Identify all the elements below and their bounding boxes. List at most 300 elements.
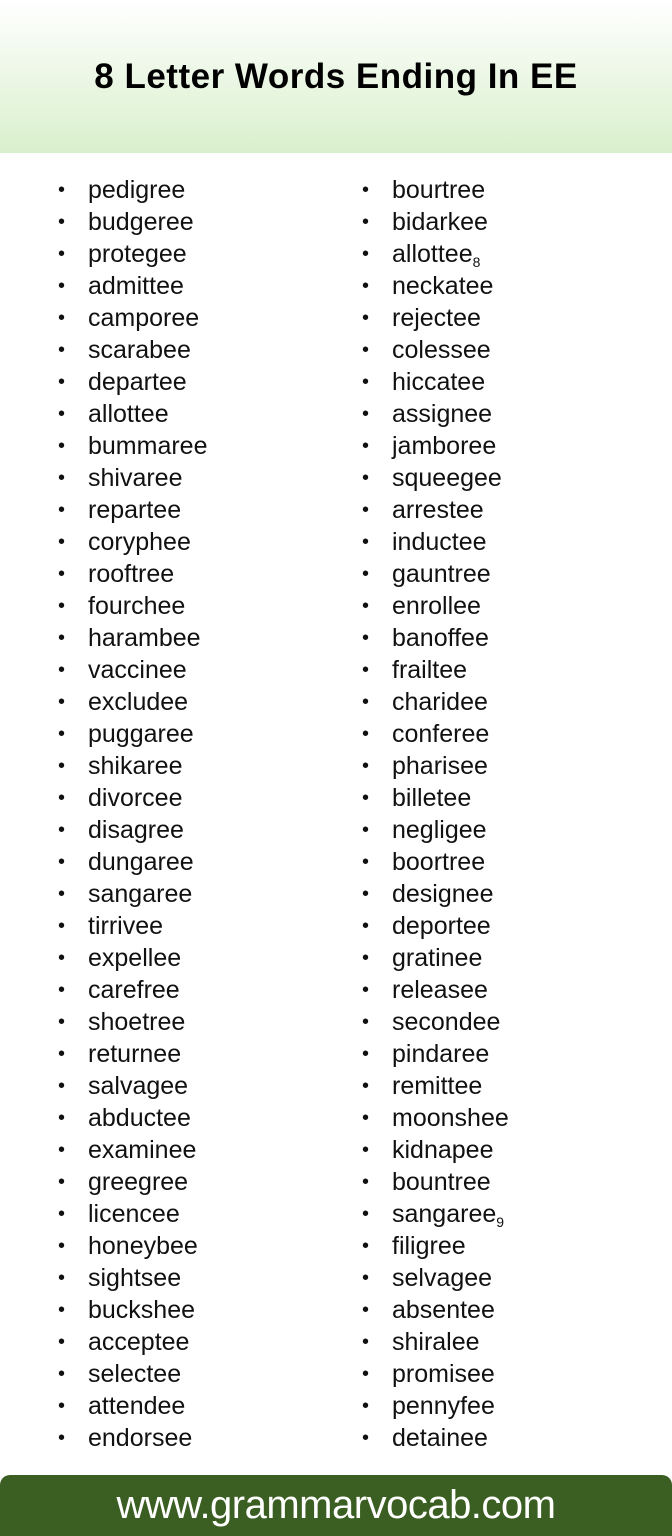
list-item (360, 846, 509, 878)
word-text (392, 1390, 495, 1422)
bullet-icon: • (362, 467, 370, 489)
list-item (56, 1102, 208, 1134)
word-text (88, 654, 187, 686)
bullet-icon: • (58, 947, 66, 969)
word-label: bountree (392, 1168, 491, 1196)
word-label: shoetree (88, 1008, 186, 1036)
word-label: buckshee (88, 1296, 196, 1324)
word-label: departee (88, 368, 187, 396)
word-label: enrollee (392, 592, 481, 620)
bullet-icon: • (362, 1203, 370, 1225)
list-item (56, 718, 208, 750)
bullet-icon: • (58, 275, 66, 297)
bullet-icon: • (362, 627, 370, 649)
bullet-icon: • (362, 371, 370, 393)
list-item (56, 270, 208, 302)
word-label: tirrivee (88, 912, 164, 940)
list-item (360, 366, 509, 398)
word-text (392, 878, 493, 910)
list-item (360, 590, 509, 622)
word-label: squeegee (392, 464, 502, 492)
word-label: examinee (88, 1136, 197, 1164)
list-item (360, 238, 509, 270)
word-text (88, 782, 183, 814)
word-label: neckatee (392, 272, 494, 300)
word-text (392, 974, 488, 1006)
word-text (392, 238, 480, 270)
list-item (56, 526, 208, 558)
bullet-icon: • (58, 1139, 66, 1161)
bullet-icon: • (362, 851, 370, 873)
list-item (360, 334, 509, 366)
word-label: designee (392, 880, 494, 908)
list-item (56, 1038, 208, 1070)
word-text (392, 910, 491, 942)
list-item (56, 590, 208, 622)
list-item (360, 1102, 509, 1134)
word-text (392, 398, 492, 430)
bullet-icon: • (58, 595, 66, 617)
word-label: moonshee (392, 1104, 509, 1132)
list-item (56, 782, 208, 814)
header-banner (0, 0, 672, 153)
word-label: kidnapee (392, 1136, 494, 1164)
word-label: divorcee (88, 784, 183, 812)
list-item (360, 462, 509, 494)
list-item (360, 270, 509, 302)
word-label: selectee (88, 1360, 182, 1388)
word-text (392, 1166, 491, 1198)
word-text (392, 1070, 482, 1102)
list-item (56, 686, 208, 718)
word-label: boortree (392, 848, 486, 876)
word-text (88, 718, 194, 750)
bullet-icon: • (58, 1043, 66, 1065)
bullet-icon: • (362, 1427, 370, 1449)
word-text (392, 1198, 504, 1230)
bullet-icon: • (362, 563, 370, 585)
list-item (56, 1230, 208, 1262)
bullet-icon: • (362, 1235, 370, 1257)
word-text (392, 654, 467, 686)
word-label: filigree (392, 1232, 466, 1260)
bullet-icon: • (362, 1267, 370, 1289)
word-label: abductee (88, 1104, 191, 1132)
word-text (392, 750, 488, 782)
word-label: remittee (392, 1072, 483, 1100)
list-item (56, 206, 208, 238)
list-item (360, 1390, 509, 1422)
list-item (360, 654, 509, 686)
word-label: admittee (88, 272, 184, 300)
word-list-left (56, 174, 208, 1454)
word-label: releasee (392, 976, 488, 1004)
word-text (88, 238, 187, 270)
word-text (88, 366, 187, 398)
word-label: fourchee (88, 592, 186, 620)
list-item (56, 398, 208, 430)
word-text (88, 1166, 188, 1198)
word-text (88, 1262, 181, 1294)
word-text (392, 1326, 480, 1358)
bullet-icon: • (362, 403, 370, 425)
word-label: sangaree (88, 880, 193, 908)
bullet-icon: • (362, 979, 370, 1001)
word-label: selvagee (392, 1264, 493, 1292)
word-label: gratinee (392, 944, 483, 972)
word-text (392, 1006, 500, 1038)
word-text (392, 206, 488, 238)
word-label: sangaree (392, 1200, 497, 1228)
bullet-icon: • (362, 211, 370, 233)
word-text (392, 462, 502, 494)
bullet-icon: • (58, 1171, 66, 1193)
word-text (392, 1358, 495, 1390)
list-item (56, 302, 208, 334)
word-text (88, 878, 192, 910)
list-item (56, 174, 208, 206)
list-item (56, 1294, 208, 1326)
word-text (392, 558, 491, 590)
list-item (360, 814, 509, 846)
word-label: charidee (392, 688, 488, 716)
word-text (392, 782, 471, 814)
bullet-icon: • (58, 915, 66, 937)
bullet-icon: • (58, 787, 66, 809)
word-label: shikaree (88, 752, 183, 780)
list-item (56, 1326, 208, 1358)
word-label: pindaree (392, 1040, 490, 1068)
word-text (88, 206, 194, 238)
word-label: licencee (88, 1200, 180, 1228)
list-item (56, 1166, 208, 1198)
bullet-icon: • (362, 339, 370, 361)
word-text (392, 270, 493, 302)
word-label: vaccinee (88, 656, 187, 684)
bullet-icon: • (58, 1011, 66, 1033)
word-subscript: 8 (472, 254, 481, 270)
word-text (88, 302, 199, 334)
list-item (360, 1006, 509, 1038)
bullet-icon: • (362, 819, 370, 841)
list-item (56, 1006, 208, 1038)
bullet-icon: • (58, 691, 66, 713)
word-label: allottee (392, 240, 473, 268)
list-item (360, 430, 509, 462)
list-item (56, 814, 208, 846)
word-text (88, 942, 181, 974)
website-url: www.grammarvocab.com (116, 1483, 556, 1527)
word-text (88, 430, 208, 462)
word-label: sightsee (88, 1264, 182, 1292)
word-label: bourtree (392, 176, 486, 204)
list-item (360, 1262, 509, 1294)
word-label: allottee (88, 400, 169, 428)
list-item (360, 558, 509, 590)
word-text (88, 1134, 196, 1166)
bullet-icon: • (362, 179, 370, 201)
list-item (56, 430, 208, 462)
bullet-icon: • (58, 979, 66, 1001)
bullet-icon: • (362, 1075, 370, 1097)
word-label: returnee (88, 1040, 182, 1068)
word-label: pharisee (392, 752, 488, 780)
bullet-icon: • (58, 819, 66, 841)
word-label: greegree (88, 1168, 189, 1196)
list-item (360, 174, 509, 206)
list-item (56, 750, 208, 782)
list-item (360, 1326, 509, 1358)
list-item (360, 206, 509, 238)
bullet-icon: • (362, 947, 370, 969)
bullet-icon: • (58, 1363, 66, 1385)
bullet-icon: • (362, 1395, 370, 1417)
bullet-icon: • (362, 499, 370, 521)
bullet-icon: • (58, 467, 66, 489)
footer-banner (0, 1475, 672, 1536)
list-item (360, 622, 509, 654)
list-item (56, 1134, 208, 1166)
word-label: inductee (392, 528, 487, 556)
bullet-icon: • (58, 243, 66, 265)
bullet-icon: • (58, 627, 66, 649)
bullet-icon: • (362, 723, 370, 745)
word-text (88, 526, 191, 558)
word-label: detainee (392, 1424, 488, 1452)
word-subscript: 9 (496, 1214, 505, 1230)
list-item (360, 1134, 509, 1166)
list-item (56, 974, 208, 1006)
word-label: disagree (88, 816, 184, 844)
list-item (56, 622, 208, 654)
word-text (88, 1390, 185, 1422)
word-list-right (360, 174, 509, 1454)
word-text (392, 366, 485, 398)
word-label: repartee (88, 496, 182, 524)
word-text (392, 174, 485, 206)
list-item (360, 1166, 509, 1198)
bullet-icon: • (58, 531, 66, 553)
list-item (360, 1198, 509, 1230)
word-label: scarabee (88, 336, 191, 364)
word-label: honeybee (88, 1232, 198, 1260)
list-item (56, 238, 208, 270)
word-label: pennyfee (392, 1392, 495, 1420)
word-label: attendee (88, 1392, 186, 1420)
word-label: endorsee (88, 1424, 193, 1452)
list-item (56, 494, 208, 526)
word-text (392, 1230, 466, 1262)
bullet-icon: • (362, 275, 370, 297)
bullet-icon: • (58, 1299, 66, 1321)
list-item (56, 910, 208, 942)
word-text (88, 750, 183, 782)
word-text (392, 302, 481, 334)
word-text (88, 398, 169, 430)
word-text (392, 1038, 489, 1070)
word-label: budgeree (88, 208, 194, 236)
bullet-icon: • (58, 723, 66, 745)
bullet-icon: • (362, 1107, 370, 1129)
word-text (88, 910, 163, 942)
bullet-icon: • (362, 659, 370, 681)
word-label: harambee (88, 624, 201, 652)
word-text (88, 1422, 192, 1454)
word-label: rooftree (88, 560, 175, 588)
list-item (360, 494, 509, 526)
list-item (360, 750, 509, 782)
word-text (88, 974, 180, 1006)
bullet-icon: • (58, 179, 66, 201)
bullet-icon: • (362, 1043, 370, 1065)
bullet-icon: • (362, 787, 370, 809)
word-text (392, 430, 496, 462)
bullet-icon: • (362, 1331, 370, 1353)
bullet-icon: • (362, 595, 370, 617)
list-item (56, 366, 208, 398)
list-item (360, 1422, 509, 1454)
word-label: secondee (392, 1008, 501, 1036)
list-item (56, 654, 208, 686)
word-text (88, 590, 185, 622)
word-text (88, 1070, 188, 1102)
word-label: promisee (392, 1360, 495, 1388)
word-label: colessee (392, 336, 491, 364)
word-text (88, 686, 188, 718)
list-item (360, 398, 509, 430)
bullet-icon: • (58, 851, 66, 873)
list-item (360, 974, 509, 1006)
bullet-icon: • (362, 1171, 370, 1193)
word-label: expellee (88, 944, 182, 972)
word-label: frailtee (392, 656, 468, 684)
word-text (392, 718, 489, 750)
page-title: 8 Letter Words Ending In EE (94, 56, 578, 96)
word-label: acceptee (88, 1328, 190, 1356)
word-text (88, 1326, 189, 1358)
bullet-icon: • (58, 1267, 66, 1289)
list-item (360, 942, 509, 974)
list-item (360, 910, 509, 942)
word-text (88, 1006, 185, 1038)
word-text (392, 1262, 492, 1294)
bullet-icon: • (58, 211, 66, 233)
word-label: carefree (88, 976, 180, 1004)
word-label: assignee (392, 400, 493, 428)
word-label: shiralee (392, 1328, 480, 1356)
word-text (392, 494, 484, 526)
bullet-icon: • (58, 883, 66, 905)
word-label: bummaree (88, 432, 208, 460)
bullet-icon: • (362, 1363, 370, 1385)
list-item (360, 526, 509, 558)
word-label: hiccatee (392, 368, 486, 396)
bullet-icon: • (362, 307, 370, 329)
list-item (56, 558, 208, 590)
word-label: camporee (88, 304, 200, 332)
word-text (88, 558, 174, 590)
word-label: banoffee (392, 624, 489, 652)
bullet-icon: • (58, 1107, 66, 1129)
list-item (56, 942, 208, 974)
word-text (392, 1102, 509, 1134)
word-text (392, 526, 487, 558)
word-label: gauntree (392, 560, 491, 588)
word-label: absentee (392, 1296, 495, 1324)
word-text (88, 462, 183, 494)
list-item (360, 718, 509, 750)
list-item (56, 1390, 208, 1422)
word-text (88, 1102, 191, 1134)
word-text (392, 590, 481, 622)
bullet-icon: • (362, 1299, 370, 1321)
word-text (88, 846, 194, 878)
word-text (88, 1294, 195, 1326)
list-item (56, 1262, 208, 1294)
list-item (360, 782, 509, 814)
word-text (88, 1038, 181, 1070)
word-text (392, 814, 487, 846)
word-label: bidarkee (392, 208, 488, 236)
word-text (88, 174, 185, 206)
bullet-icon: • (362, 531, 370, 553)
word-label: negligee (392, 816, 487, 844)
word-text (392, 1134, 493, 1166)
word-text (392, 334, 491, 366)
bullet-icon: • (58, 1395, 66, 1417)
word-label: salvagee (88, 1072, 189, 1100)
word-label: pedigree (88, 176, 186, 204)
word-label: billetee (392, 784, 472, 812)
word-text (392, 686, 488, 718)
list-item (56, 462, 208, 494)
word-text (88, 622, 201, 654)
bullet-icon: • (58, 371, 66, 393)
bullet-icon: • (58, 755, 66, 777)
bullet-icon: • (58, 1235, 66, 1257)
bullet-icon: • (362, 755, 370, 777)
bullet-icon: • (58, 1427, 66, 1449)
list-item (360, 1038, 509, 1070)
bullet-icon: • (362, 435, 370, 457)
word-label: shivaree (88, 464, 183, 492)
bullet-icon: • (58, 307, 66, 329)
word-label: excludee (88, 688, 189, 716)
word-text (88, 1358, 181, 1390)
word-label: conferee (392, 720, 490, 748)
word-label: arrestee (392, 496, 484, 524)
list-item (360, 1070, 509, 1102)
list-item (360, 878, 509, 910)
word-text (392, 1422, 488, 1454)
list-item (56, 334, 208, 366)
word-text (392, 846, 485, 878)
list-item (360, 1230, 509, 1262)
list-item (56, 1358, 208, 1390)
list-item (56, 1198, 208, 1230)
list-item (56, 1422, 208, 1454)
bullet-icon: • (58, 659, 66, 681)
word-text (88, 1198, 180, 1230)
bullet-icon: • (362, 243, 370, 265)
bullet-icon: • (58, 1203, 66, 1225)
bullet-icon: • (58, 1331, 66, 1353)
word-text (88, 1230, 198, 1262)
word-text (88, 270, 184, 302)
list-item (360, 302, 509, 334)
word-label: puggaree (88, 720, 194, 748)
list-item (56, 846, 208, 878)
